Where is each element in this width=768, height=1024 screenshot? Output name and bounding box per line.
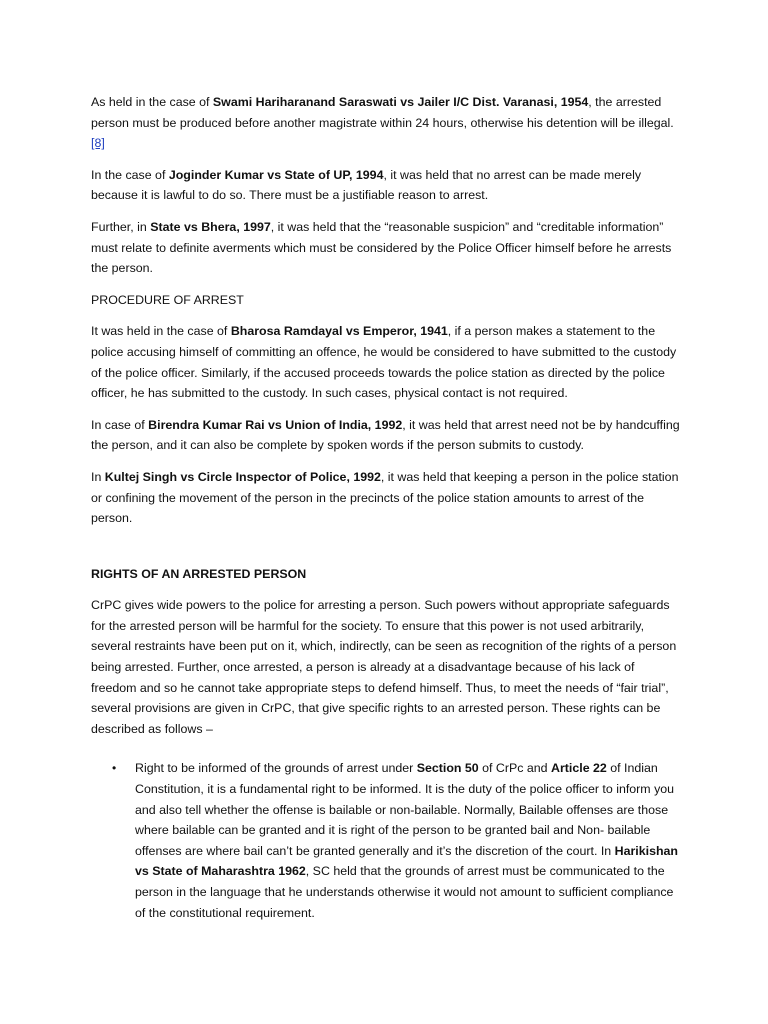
article-ref: Article 22 bbox=[551, 761, 607, 776]
text: Right to be informed of the grounds of arrest under bbox=[135, 761, 417, 776]
heading-procedure-of-arrest: PROCEDURE OF ARREST bbox=[91, 292, 244, 307]
text: , if a person makes a statement to the police accusing himself of committing an offence, he would be considered to have submitted to the custody of the police officer. Similarly, if the accused proceeds towards the police station as directed by the police officer, he has submitted to the custody. In such cases, physical contact is not required. bbox=[91, 324, 677, 401]
section-ref: Section 50 bbox=[416, 761, 479, 776]
text: , SC held that the grounds of arrest must be communicated to the person in the language that he understands otherwise it would not amount to sufficient compliance of the constitutional requirement. bbox=[135, 864, 674, 920]
case-name: State vs Bhera, 1997 bbox=[150, 219, 271, 234]
text: In the case of bbox=[91, 167, 169, 182]
text: , the arrested person must be produced before another magistrate within 24 hours, otherwise his detention will be illegal. bbox=[91, 95, 674, 130]
text: In bbox=[91, 469, 105, 484]
case-name: Birendra Kumar Rai vs Union of India, 1992 bbox=[148, 417, 403, 432]
heading-rights-of-arrested-person: RIGHTS OF AN ARRESTED PERSON bbox=[91, 566, 307, 581]
case-name: Bharosa Ramdayal vs Emperor, 1941 bbox=[230, 324, 448, 339]
case-name: Joginder Kumar vs State of UP, 1994 bbox=[168, 167, 384, 182]
text: , it was held that no arrest can be made merely because it is lawful to do so. There must be a justifiable reason to arrest. bbox=[91, 167, 642, 203]
text: of Indian Constitution, it is a fundamental right to be informed. It is the duty of the police officer to inform you and also tell whether the offense is bailable or non-bailable. Normally, Bailable offenses are those where bailable can be granted and it is right of the person to be granted bail and Non- bailable offenses are where bail can’t be granted generally and it’s the discretion of the court. In bbox=[135, 761, 675, 858]
text: It was held in the case of bbox=[91, 324, 231, 339]
paragraph-crpc-powers: CrPC gives wide powers to the police for arresting a person. Such powers without appropriate safeguards for the arrested person will be harmful for the society. To ensure that this power is not used arbitrarily, several restraints have been put on it, which, indirectly, can be seen as recognition of the rights of a person being arrested. Further, once arrested, a person is already at a disadvantage because of his lack of freedom and so he cannot take appropriate steps to defend himself. Thus, to meet the needs of “fair trial”, several provisions are given in CrPC, that give specific rights to an arrested person. These rights can be described as follows – bbox=[91, 598, 677, 736]
text: As held in the case of bbox=[91, 95, 213, 109]
text: In case of bbox=[91, 417, 149, 432]
paragraph-swami-hariharanand bbox=[91, 92, 681, 154]
text: , it was held that arrest need not be by handcuffing the person, and it can also be complete by spoken words if the person submits to custody. bbox=[91, 417, 680, 453]
text: , it was held that the “reasonable suspicion” and “creditable information” must relate to definite averments which must be considered by the Police Officer himself before he arrests the person. bbox=[91, 219, 672, 276]
text: , it was held that keeping a person in the police station or confining the movement of the person in the precincts of the police station amounts to arrest of the person. bbox=[91, 469, 679, 526]
case-name: Harikishan vs State of Maharashtra 1962 bbox=[135, 843, 678, 879]
paragraph-bharosa-ramdayal bbox=[91, 321, 681, 403]
footnote-link[interactable]: [8] bbox=[91, 136, 105, 151]
case-name: Kultej Singh vs Circle Inspector of Police, 1992 bbox=[104, 469, 381, 484]
paragraph-birendra-kumar-rai bbox=[91, 415, 681, 456]
paragraph-joginder-kumar bbox=[91, 165, 681, 206]
text: Further, in bbox=[91, 219, 151, 234]
document-body bbox=[91, 92, 681, 923]
paragraph-kultej-singh bbox=[91, 467, 681, 529]
case-name: Swami Hariharanand Saraswati vs Jailer I/C Dist. Varanasi, 1954 bbox=[212, 95, 589, 109]
rights-list bbox=[91, 758, 681, 923]
bullet-icon: • bbox=[112, 761, 117, 776]
list-item bbox=[91, 758, 681, 923]
text: of CrPc and bbox=[478, 761, 552, 776]
paragraph-state-vs-bhera bbox=[91, 217, 681, 279]
